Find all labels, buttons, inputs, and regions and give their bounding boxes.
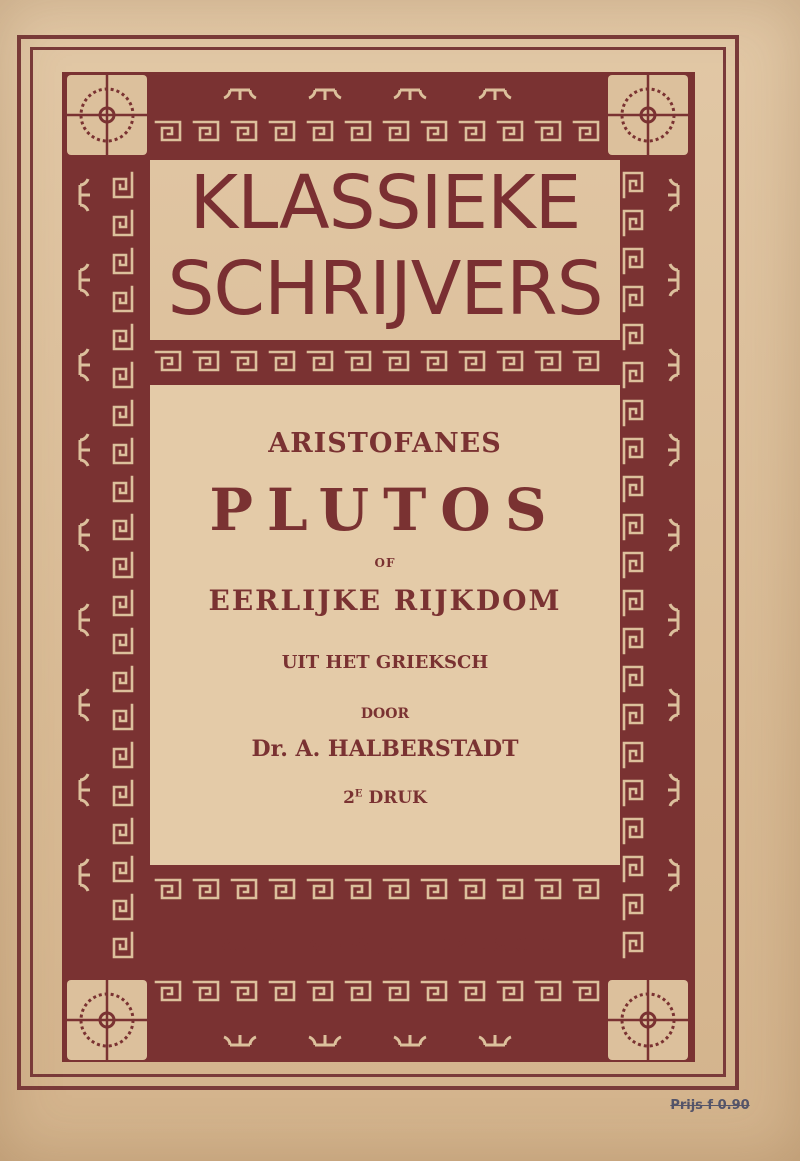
translation-note: UIT HET GRIEKSCH [281,652,489,673]
series-title [150,160,620,332]
publisher-imprint: ZUTPHEN ~ W. J. THIEME & CIE [219,935,551,956]
translator-name: Dr. A. HALBERSTADT [251,736,519,762]
price-label: Prijs f 0.90 [670,1098,750,1113]
series-title-line1: KLASSIEKE [189,160,581,246]
by-label: DOOR [360,706,410,722]
book-subtitle: EERLIJKE RIJKDOM [208,584,562,617]
edition-label [150,788,620,808]
edition-suffix: E [354,788,363,800]
edition-number: 2 [343,788,355,808]
title-conjunction: OF [374,556,396,570]
edition-word: DRUK [368,788,427,808]
book-title: PLUTOS [209,476,561,544]
author-name: ARISTOFANES [268,428,502,459]
series-title-line2: SCHRIJVERS [167,246,603,332]
